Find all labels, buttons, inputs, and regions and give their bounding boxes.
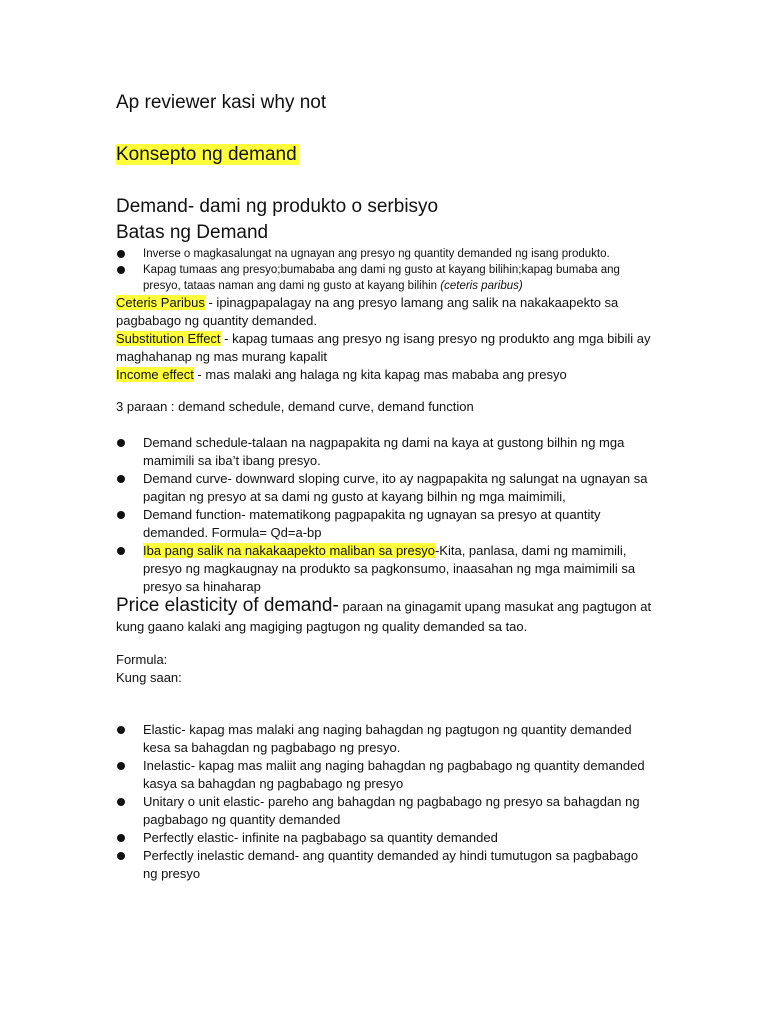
ped-paragraph	[116, 596, 656, 637]
list-item: Demand curve- downward sloping curve, ito ay nagpapakita ng salungat na ugnayan sa pagitan ng presyo at sa dami ng gusto at kayang bilhin ng mga maimimili,	[116, 470, 656, 506]
ped-heading: Price elasticity of demand-	[116, 595, 339, 616]
term-income	[116, 366, 656, 384]
batas-heading: Batas ng Demand	[116, 222, 269, 243]
ped-rest: paraan na ginagamit upang masukat ang pagtugon at kung gaano kalaki ang magiging pagtugon ng quality demanded sa tao.	[116, 599, 652, 634]
demand-definition: Demand- dami ng produkto o serbisyo	[116, 196, 439, 217]
list-item: Unitary o unit elastic- pareho ang bahagdan ng pagbabago ng presyo sa bahagdan ng pagbabago ng quantity demanded	[116, 793, 656, 829]
list-item: Inelastic- kapag mas maliit ang naging bahagdan ng pagbabago ng quantity demanded kasya sa bahagdan ng pagbabago ng presyo	[116, 757, 656, 793]
term-substitution	[116, 330, 656, 366]
document-page	[116, 90, 656, 883]
term-label: Income effect	[116, 367, 194, 382]
list-item: Perfectly elastic- infinite na pagbabago sa quantity demanded	[116, 829, 656, 847]
kung-saan-label: Kung saan:	[116, 670, 182, 685]
list-item: Demand function- matematikong pagpapakita ng ugnayan sa presyo at quantity demanded. Formula= Qd=a-bp	[116, 506, 656, 542]
ceteris-note: (ceteris paribus)	[440, 280, 523, 292]
other-factor-rest: -Kita, panlasa, dami ng mamimili, presyo ng magkaugnay na produkto sa pagkonsumo, inaasahan ng mga maimimili sa presyo sa hinaharap	[143, 543, 636, 594]
list-item: Elastic- kapag mas malaki ang naging bahagdan ng pagtugon ng quantity demanded kesa sa bahagdan ng pagbabago ng presyo.	[116, 721, 656, 757]
term-def: - ipinagpapalagay na ang presyo lamang ang salik na nakakaapekto sa pagbabago ng quantity demanded.	[116, 295, 619, 328]
three-ways: 3 paraan : demand schedule, demand curve, demand function	[116, 399, 474, 414]
other-factor-highlight: Iba pang salik na nakakaapekto maliban sa presyo	[143, 543, 435, 558]
term-label: Substitution Effect	[116, 331, 221, 346]
term-def: - kapag tumaas ang presyo ng isang presyo ng produkto ang mga bibili ay maghahanap ng mas murang kapalit	[116, 331, 651, 364]
list-item: Inverse o magkasalungat na ugnayan ang presyo ng quantity demanded ng isang produkto.	[116, 246, 656, 262]
list-item: Demand schedule-talaan na nagpapakita ng dami na kaya at gustong bilhin ng mga mamimili sa iba’t ibang presyo.	[116, 434, 656, 470]
term-label: Ceteris Paribus	[116, 295, 205, 310]
term-def: - mas malaki ang halaga ng kita kapag mas mababa ang presyo	[193, 367, 567, 382]
term-ceteris	[116, 294, 656, 330]
formula-label: Formula:	[116, 652, 168, 667]
list-item	[116, 542, 656, 596]
section-heading	[116, 142, 656, 168]
doc-title: Ap reviewer kasi why not	[116, 92, 327, 113]
list-item: Kapag tumaas ang presyo;bumababa ang dami ng gusto at kayang bilihin;kapag bumaba ang presyo, tataas naman ang dami ng gusto at kayang bilihin (ceteris paribus)	[116, 262, 656, 294]
section-heading-text: Konsepto ng demand	[116, 144, 297, 165]
list-item: Perfectly inelastic demand- ang quantity demanded ay hindi tumutugon sa pagbabago ng presyo	[116, 847, 656, 883]
